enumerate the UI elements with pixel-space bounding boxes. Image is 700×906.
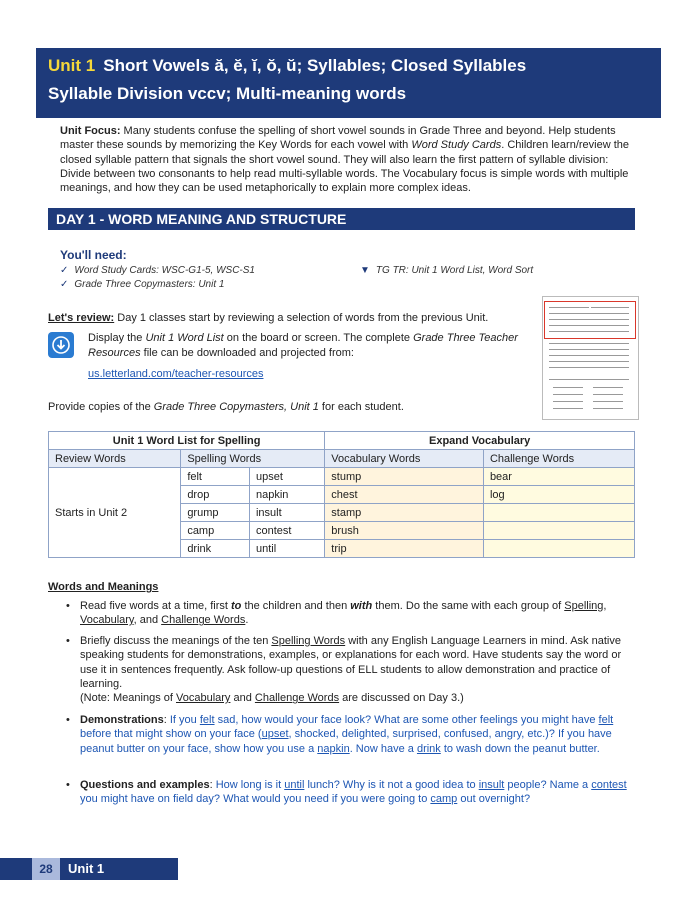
text: the children and then: [241, 600, 351, 612]
provide-text: for each student.: [318, 401, 404, 413]
unit-focus: [60, 124, 635, 195]
vocab-cell: chest: [325, 486, 484, 504]
bullet-discuss: [66, 634, 635, 705]
need-item: [360, 265, 533, 276]
need-item-text: TG TR: Unit 1 Word List, Word Sort: [375, 265, 534, 276]
text: How long is it: [215, 779, 285, 791]
bullet-dot: •: [66, 714, 70, 726]
text: lunch? Why is it not a good idea to: [304, 779, 479, 791]
display-text: on the board or screen. The complete: [223, 332, 414, 344]
review-cell: Starts in Unit 2: [49, 468, 181, 558]
spelling-cell: drop: [181, 486, 250, 504]
banner-line1-text: Short Vowels ă, ĕ, ĭ, ŏ, ŭ; Syllables; Closed Syllables: [103, 56, 527, 75]
spelling-cell: upset: [249, 468, 324, 486]
display-text: file can be downloaded and projected from:: [140, 347, 354, 359]
text: :: [163, 714, 170, 726]
provide-text: Provide copies of the: [48, 401, 154, 413]
text: Read five words at a time, first: [80, 600, 231, 612]
need-item: [60, 279, 224, 290]
text: Challenge Words: [254, 692, 340, 705]
text: felt: [199, 714, 215, 726]
text: with: [350, 600, 373, 612]
banner-unit-label: Unit 1: [48, 56, 96, 75]
bullet-dot: •: [66, 635, 70, 647]
text: people? Name a: [504, 779, 592, 791]
need-title: You'll need:: [60, 248, 127, 262]
vocab-cell: stamp: [325, 504, 484, 522]
text: contest: [591, 779, 627, 791]
spelling-cell: until: [249, 540, 324, 558]
text: insult: [478, 779, 505, 791]
spelling-cell: grump: [181, 504, 250, 522]
table-row: [49, 468, 635, 486]
text: . Now have a: [349, 742, 417, 755]
text: to wash down the peanut butter.: [440, 742, 600, 755]
col-challenge: Challenge Words: [483, 450, 634, 468]
text: and: [230, 692, 255, 705]
text: you might have on field day? What would you need if you were going to: [80, 793, 431, 806]
word-list-table: [48, 431, 635, 558]
focus-text: Many students confuse the spelling of short vowel sounds in Grade Three and beyond. Help students master these sounds by memorizing the Key Words for each vowel with: [60, 125, 616, 152]
text: :: [209, 779, 216, 791]
text: , and: [133, 614, 162, 627]
text: them. Do the same with each group of: [372, 600, 565, 612]
bullet-questions: [66, 778, 635, 807]
challenge-cell: [483, 504, 634, 522]
challenge-cell: [483, 522, 634, 540]
footer-unit: Unit 1: [68, 861, 105, 876]
text: until: [284, 779, 305, 791]
text: camp: [430, 793, 458, 806]
col-vocab: Vocabulary Words: [325, 450, 484, 468]
col-review: Review Words: [49, 450, 181, 468]
text: Vocabulary: [80, 614, 134, 627]
text: Demonstrations: [80, 714, 164, 726]
spelling-cell: felt: [181, 468, 250, 486]
display-text: Display the: [88, 332, 146, 344]
text: , shocked, delighted, surprised, confused, angry, etc.)? If you have peanut butter on your face, show how you use a: [80, 728, 612, 755]
text: Spelling Words: [271, 635, 346, 647]
banner-title-line1: [48, 56, 526, 76]
text: Vocabulary: [176, 692, 231, 705]
unit-banner: [36, 48, 661, 118]
spelling-cell: insult: [249, 504, 324, 522]
triangle-down-icon: ▼: [360, 265, 370, 276]
text: sad, how would your face look? What are some other feelings you might have: [214, 714, 599, 726]
provide-copies: [48, 401, 404, 413]
focus-text-end: . Children learn/review the closed syllable pattern that signals the short vowel sound. They will also learn the first pattern of syllable division: Divide between two consonants to help read multi-syllable words. The Vocabulary focus is simple words with multiple meanings, and how they can be used metaphorically to explain more complex ideas.: [60, 139, 630, 195]
teacher-resources-link[interactable]: us.letterland.com/teacher-resources: [88, 368, 264, 380]
col-spelling: Spelling Words: [181, 450, 325, 468]
display-instructions: [88, 331, 518, 361]
vocab-cell: stump: [325, 468, 484, 486]
focus-italic: Word Study Cards: [411, 139, 502, 152]
text: If you: [169, 714, 200, 726]
display-italic: Grade Three Teacher Resources: [88, 332, 518, 359]
challenge-cell: log: [483, 486, 634, 504]
check-icon: ✓: [60, 265, 69, 276]
text: napkin: [317, 742, 350, 755]
check-icon: ✓: [60, 279, 69, 290]
text: are discussed on Day 3.): [339, 692, 464, 705]
text: Briefly discuss the meanings of the ten: [80, 635, 272, 647]
table-head-spelling: Unit 1 Word List for Spelling: [49, 432, 325, 450]
text: .: [245, 614, 249, 627]
bullet-dot: •: [66, 779, 70, 791]
word-list-thumbnail: [542, 296, 639, 420]
challenge-cell: bear: [483, 468, 634, 486]
display-italic: Unit 1 Word List: [145, 332, 224, 344]
bullet-dot: •: [66, 600, 70, 612]
need-item-text: Grade Three Copymasters: Unit 1: [74, 279, 225, 290]
spelling-cell: contest: [249, 522, 324, 540]
vocab-cell: brush: [325, 522, 484, 540]
page-number: 28: [32, 858, 60, 880]
vocab-cell: trip: [325, 540, 484, 558]
text: before that might show on your face (: [80, 728, 262, 741]
download-icon[interactable]: [48, 332, 74, 358]
focus-label: Unit Focus:: [60, 125, 121, 137]
review-label: Let's review:: [48, 312, 115, 324]
words-meanings-title: Words and Meanings: [48, 581, 159, 593]
spelling-cell: drink: [181, 540, 250, 558]
table-head-vocab: Expand Vocabulary: [325, 432, 635, 450]
review-text: Day 1 classes start by reviewing a selection of words from the previous Unit.: [114, 312, 489, 324]
bullet-read-words: [66, 599, 635, 628]
challenge-cell: [483, 540, 634, 558]
text: with any English Language Learners in mind. Ask native speaking students for demonstrations, examples, or explanations for each word. Have students say the word or use it in sentences frequently. Ask follow-up questions of ELL students to allow demonstration and practice of learning.: [80, 635, 622, 690]
lets-review: [48, 312, 528, 324]
text: (Note: Meanings of: [80, 692, 176, 705]
text: to: [231, 600, 242, 612]
text: felt: [598, 714, 614, 726]
text: ,: [603, 600, 607, 612]
text: drink: [416, 742, 441, 755]
banner-title-line2: Syllable Division vccv; Multi-meaning words: [48, 84, 407, 103]
text: out overnight?: [457, 793, 531, 806]
text: Challenge Words: [161, 614, 246, 627]
spelling-cell: camp: [181, 522, 250, 540]
provide-italic: Grade Three Copymasters, Unit 1: [153, 401, 319, 413]
spelling-cell: napkin: [249, 486, 324, 504]
text: upset: [261, 728, 289, 741]
text: Questions and examples: [80, 779, 210, 791]
bullet-demonstrations: [66, 713, 635, 756]
text: Spelling: [564, 600, 604, 612]
need-item-text: Word Study Cards: WSC-G1-5, WSC-S1: [74, 265, 255, 276]
need-item: [60, 265, 255, 276]
day-header: DAY 1 - WORD MEANING AND STRUCTURE: [48, 208, 635, 230]
